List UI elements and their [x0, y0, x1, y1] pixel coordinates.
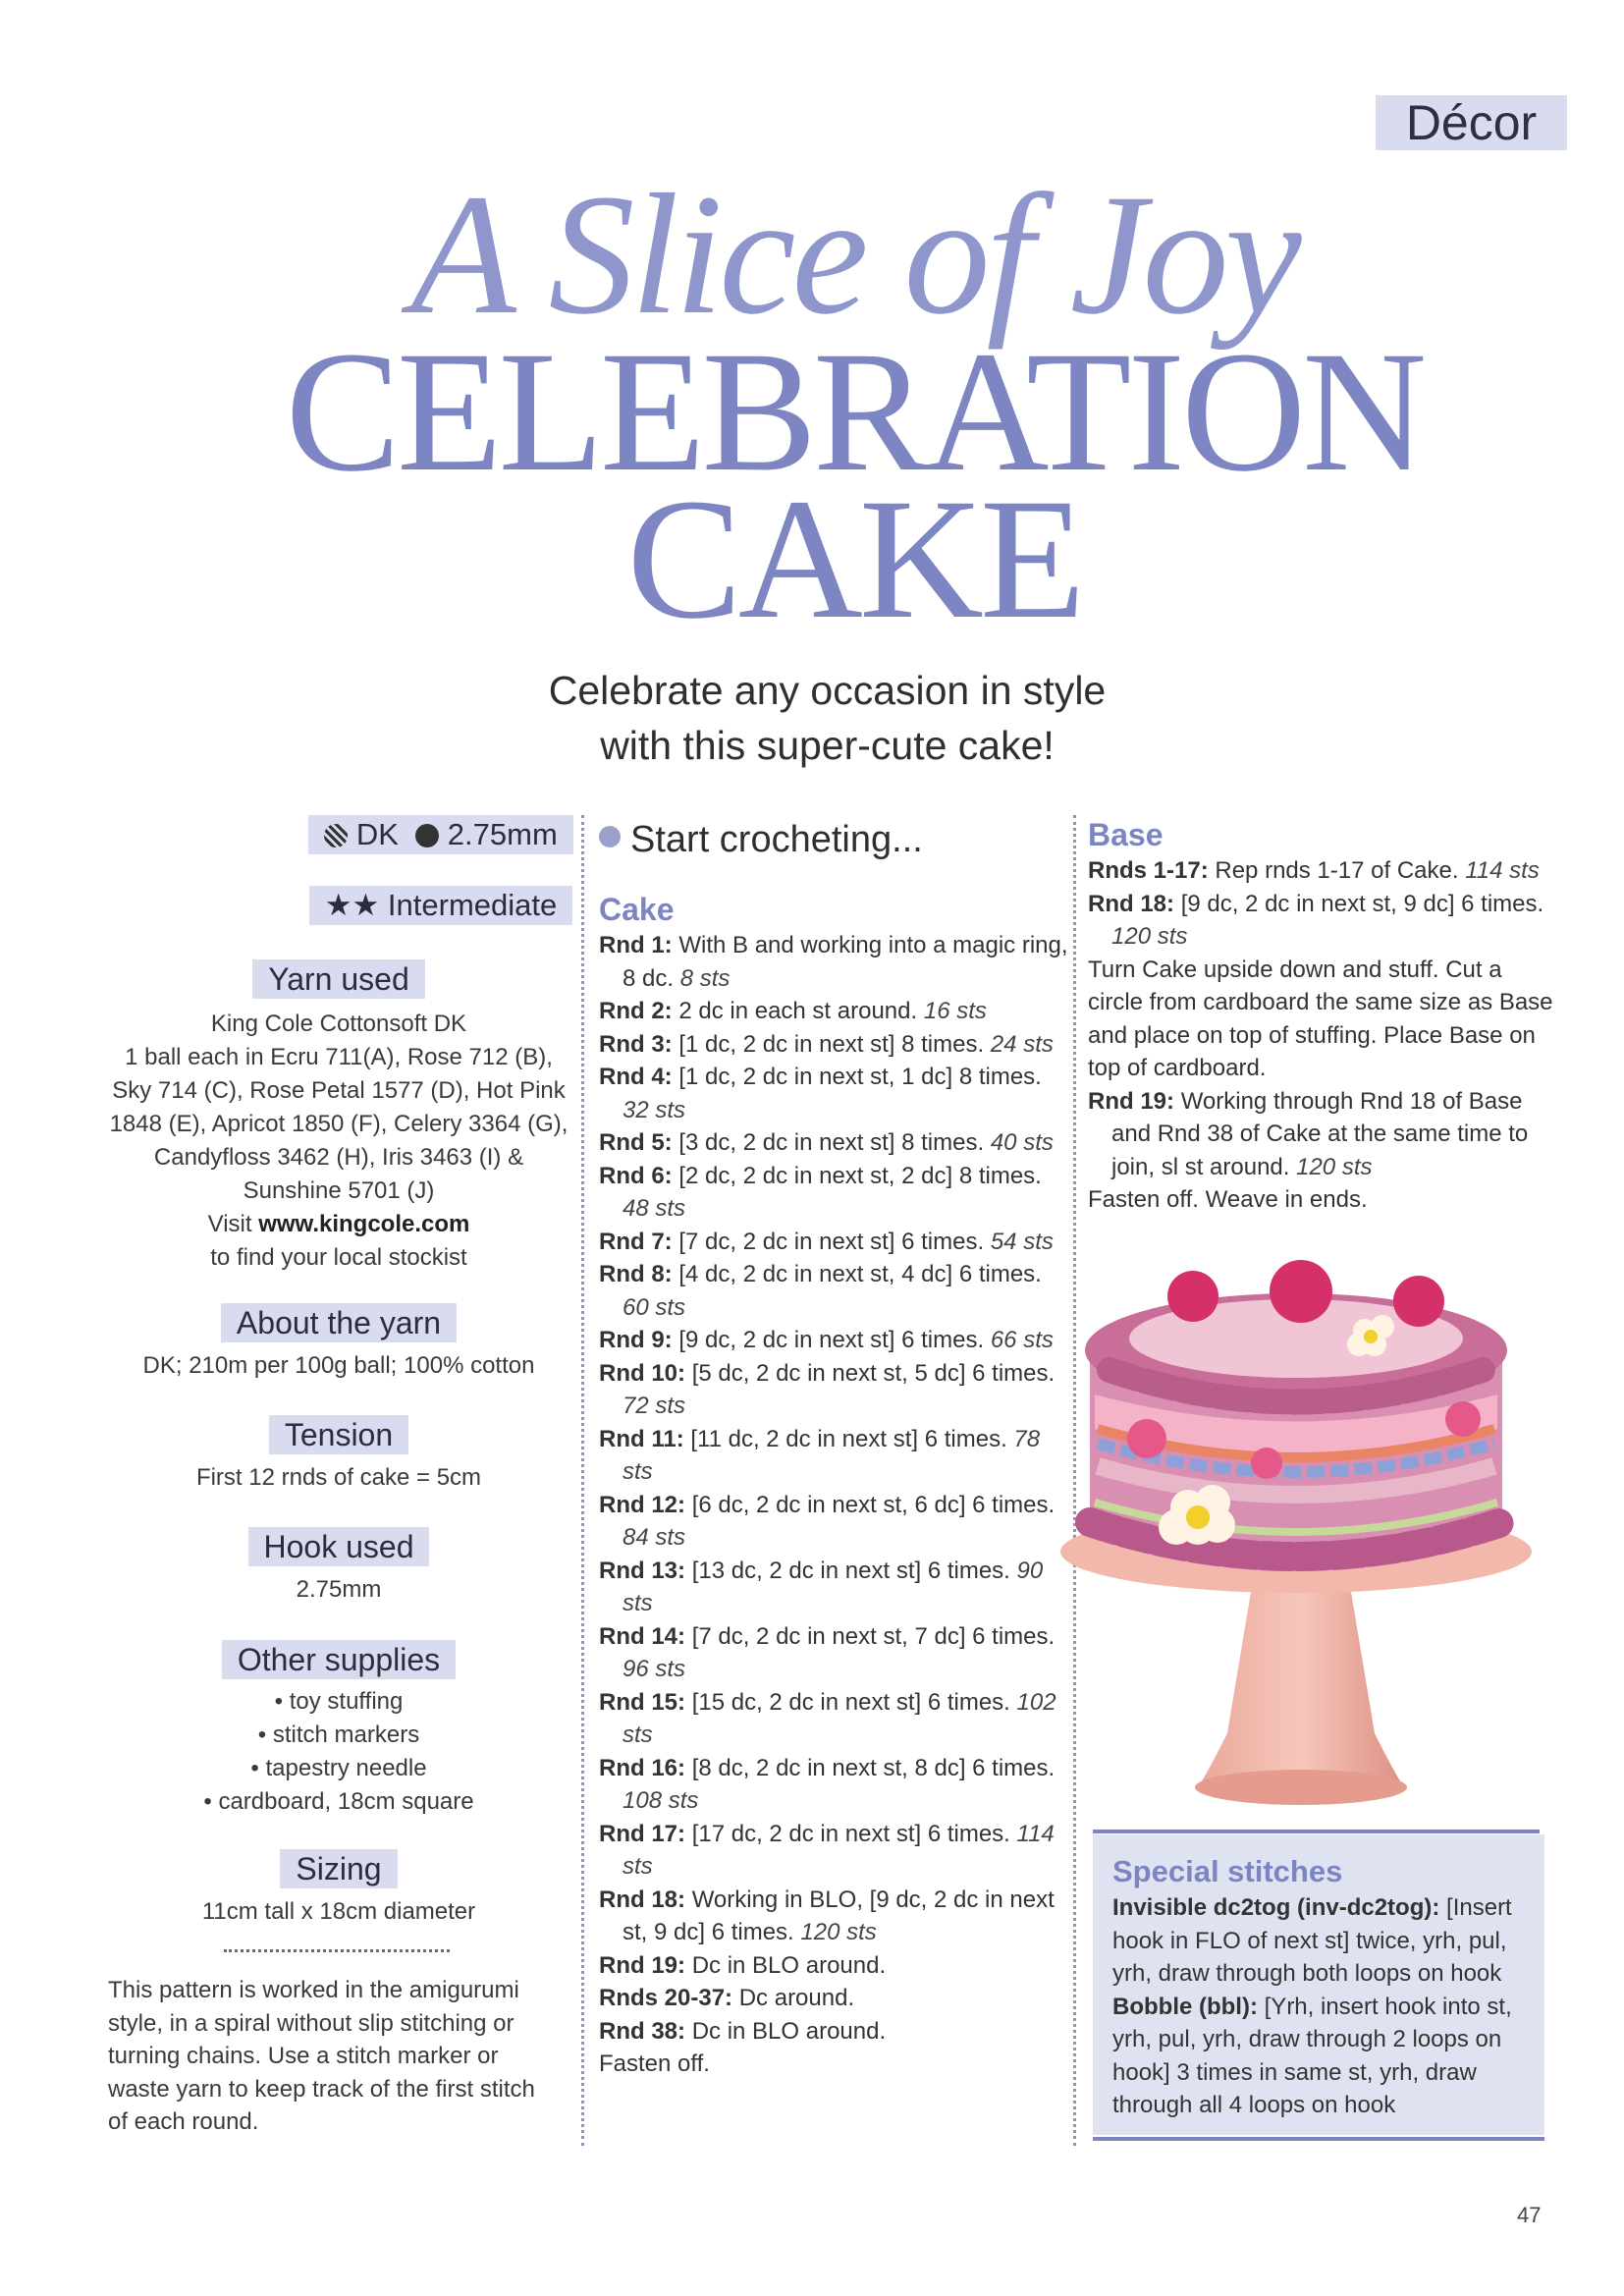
round-label: Rnds 20-37:	[599, 1985, 733, 2011]
stitch-description: [Yrh, insert hook into st, yrh, pul, yrh, draw through 2 loops on hook] 3 times in same st, yrh, draw through all 4 loops on hook	[1112, 1993, 1512, 2118]
stitch-count: 40 sts	[990, 1129, 1054, 1156]
round-text: [9 dc, 2 dc in next st] 6 times.	[678, 1327, 985, 1353]
cake-round	[599, 1818, 1070, 1884]
sizing-text: 11cm tall x 18cm diameter	[201, 1898, 476, 1925]
assembly-paragraph: Turn Cake upside down and stuff. Cut a circle from cardboard the same size as Base and place on top of stuffing. Place Base on top of cardboard.	[1088, 956, 1553, 1081]
round-label: Rnd 16:	[599, 1754, 686, 1781]
start-heading	[599, 815, 1070, 864]
yarn-ball-icon	[599, 826, 621, 847]
subtitle-line-1: Celebrate any occasion in style	[548, 668, 1107, 713]
stitch-count: 90 sts	[623, 1557, 1044, 1616]
amigurumi-note: This pattern is worked in the amigurumi style, in a spiral without slip stitching or turning chains. Use a stitch marker or waste yarn to keep track of the first stitch of each round.	[108, 1977, 535, 2135]
cake-round	[599, 1555, 1070, 1620]
yarn-ball-icon	[324, 824, 348, 847]
level-chip: ★★ Intermediate	[309, 886, 573, 925]
yarn-used-heading-row	[103, 959, 574, 999]
cake-round	[599, 1258, 1070, 1324]
cake-round	[599, 1126, 1070, 1160]
supply-item: • toy stuffing	[274, 1688, 404, 1715]
round-label: Rnd 38:	[599, 2017, 686, 2045]
sizing-heading-row	[103, 1849, 574, 1888]
round-text: [17 dc, 2 dc in next st] 6 times.	[691, 1820, 1010, 1847]
round-text: Dc in BLO around.	[691, 1951, 887, 1979]
cake-round	[599, 1489, 1070, 1555]
round-text: [15 dc, 2 dc in next st] 6 times.	[691, 1688, 1010, 1716]
visit-line	[103, 1208, 574, 1241]
page-number: 47	[1517, 2203, 1542, 2227]
cake-round	[599, 1324, 1070, 1357]
round-label: Rnd 9:	[599, 1327, 673, 1353]
hook-chip-label: 2.75mm	[447, 817, 558, 851]
cake-round	[599, 995, 1070, 1028]
stitch-count: 120 sts	[1296, 1153, 1373, 1180]
supply-item: • cardboard, 18cm square	[203, 1788, 474, 1815]
bobble-decoration	[1393, 1276, 1444, 1327]
round-label: Rnd 13:	[599, 1557, 686, 1584]
round-label: Rnd 6:	[599, 1162, 673, 1189]
stitch-count: 120 sts	[1111, 923, 1188, 950]
cake-round	[599, 1061, 1070, 1126]
yarn-line: King Cole Cottonsoft DK	[210, 1011, 467, 1037]
title-line-2: CAKE	[626, 464, 1082, 655]
cake-round	[599, 1357, 1070, 1423]
round-label: Rnd 3:	[599, 1030, 673, 1058]
round-text: [3 dc, 2 dc in next st] 8 times.	[678, 1129, 985, 1156]
round-text: [7 dc, 2 dc in next st] 6 times.	[678, 1228, 985, 1255]
cake-stand-pedestal	[1198, 1557, 1404, 1800]
special-stitches-box	[1093, 1834, 1544, 2135]
title-line-1: CELEBRATION	[285, 316, 1424, 508]
round-text: [7 dc, 2 dc in next st, 7 dc] 6 times.	[691, 1622, 1056, 1650]
bobble-decoration	[1270, 1260, 1332, 1323]
round-label: Rnd 7:	[599, 1228, 673, 1255]
pattern-column	[599, 815, 1070, 2081]
stitch-count: 8 sts	[679, 964, 731, 992]
round-text: [8 dc, 2 dc in next st, 8 dc] 6 times.	[691, 1754, 1056, 1781]
cake-round	[599, 1028, 1070, 1062]
round-label: Rnd 19:	[599, 1951, 686, 1979]
tension-heading: Tension	[269, 1415, 408, 1454]
special-stitch	[1112, 1991, 1523, 2122]
base-round	[1088, 888, 1559, 954]
round-label: Rnd 5:	[599, 1129, 673, 1156]
special-stitch	[1112, 1891, 1523, 1991]
stitch-name: Invisible dc2tog (inv-dc2tog):	[1112, 1894, 1440, 1921]
stitch-count: 66 sts	[990, 1327, 1054, 1353]
cake-fasten-off: Fasten off.	[599, 2050, 710, 2077]
stitch-count: 108 sts	[623, 1787, 699, 1814]
cake-round	[599, 1982, 1070, 2015]
cake-heading: Cake	[599, 892, 675, 927]
base-round	[1088, 1085, 1559, 1184]
round-label: Rnd 1:	[599, 932, 673, 958]
round-label: Rnds 1-17:	[1088, 857, 1209, 884]
stitch-count: 114 sts	[1465, 857, 1540, 884]
other-supplies-heading: Other supplies	[222, 1640, 456, 1679]
yarn-line: Candyfloss 3462 (H), Iris 3463 (I) &	[153, 1144, 524, 1171]
special-box-accent	[1093, 2137, 1544, 2141]
base-column	[1088, 815, 1559, 1217]
stitch-count: 16 sts	[923, 998, 987, 1024]
weight-hook-chip	[308, 815, 573, 854]
round-label: Rnd 8:	[599, 1261, 673, 1287]
stitch-name: Bobble (bbl):	[1112, 1993, 1258, 2020]
rose-decoration	[1251, 1448, 1282, 1479]
crochet-cake-photo	[1051, 1223, 1561, 1812]
round-text: [1 dc, 2 dc in next st] 8 times.	[678, 1030, 985, 1058]
start-heading-text: Start crocheting...	[630, 819, 923, 860]
round-label: Rnd 2:	[599, 998, 673, 1024]
tension-text: First 12 rnds of cake = 5cm	[195, 1464, 482, 1491]
round-label: Rnd 19:	[1088, 1087, 1175, 1115]
yarn-used-text	[103, 1008, 574, 1275]
base-heading: Base	[1088, 817, 1164, 852]
stitch-count: 84 sts	[623, 1524, 686, 1551]
hook-icon	[415, 824, 439, 847]
weight-hook-chip-row	[299, 815, 582, 854]
supply-item: • stitch markers	[257, 1722, 420, 1748]
round-label: Rnd 15:	[599, 1688, 686, 1716]
round-text: [1 dc, 2 dc in next st, 1 dc] 8 times.	[678, 1064, 1042, 1090]
round-label: Rnd 17:	[599, 1820, 686, 1847]
cake-stand-foot	[1195, 1770, 1407, 1805]
round-text: [6 dc, 2 dc in next st, 6 dc] 6 times.	[691, 1491, 1056, 1518]
page-title	[0, 316, 1624, 655]
round-text: Rep rnds 1-17 of Cake.	[1215, 857, 1459, 884]
yarn-line: 1848 (E), Apricot 1850 (F), Celery 3364 (G),	[109, 1111, 568, 1137]
supplies-heading-row	[103, 1640, 574, 1679]
round-text: [11 dc, 2 dc in next st] 6 times.	[690, 1425, 1007, 1452]
cake-round	[599, 1949, 1070, 1983]
round-text: With B and working into a magic ring, 8 dc.	[623, 932, 1068, 992]
supply-item: • tapestry needle	[250, 1755, 427, 1781]
round-text: Dc in BLO around.	[691, 2017, 887, 2045]
rose-decoration	[1445, 1401, 1481, 1437]
cake-round	[599, 1752, 1070, 1818]
subtitle-line-2: with this super-cute cake!	[600, 723, 1055, 768]
round-text: [2 dc, 2 dc in next st, 2 dc] 8 times.	[678, 1162, 1042, 1189]
stitch-count: 102 sts	[623, 1688, 1056, 1748]
stitch-count: 60 sts	[623, 1293, 686, 1321]
cake-round	[599, 1620, 1070, 1686]
round-label: Rnd 10:	[599, 1359, 686, 1387]
about-heading-row	[103, 1303, 574, 1342]
base-round	[1088, 854, 1559, 888]
bobble-decoration	[1167, 1271, 1218, 1322]
round-text: [4 dc, 2 dc in next st, 4 dc] 6 times.	[678, 1261, 1042, 1287]
stitch-description: [Insert hook in FLO of next st] twice, yrh, pul, yrh, draw through both loops on hook	[1112, 1894, 1512, 1987]
about-yarn-text: DK; 210m per 100g ball; 100% cotton	[142, 1352, 535, 1379]
stockist-line: to find your local stockist	[210, 1244, 467, 1271]
stitch-count: 114 sts	[623, 1820, 1055, 1880]
stitch-count: 96 sts	[623, 1656, 686, 1682]
round-text: [5 dc, 2 dc in next st, 5 dc] 6 times.	[691, 1359, 1056, 1387]
round-label: Rnd 18:	[1088, 890, 1175, 917]
hook-used-heading: Hook used	[248, 1527, 430, 1566]
cake-round	[599, 2015, 1070, 2049]
yarn-line: Sky 714 (C), Rose Petal 1577 (D), Hot Pink	[112, 1077, 566, 1104]
cake-round	[599, 1226, 1070, 1259]
round-label: Rnd 18:	[599, 1886, 686, 1913]
column-divider	[581, 815, 584, 2146]
stitch-count: 54 sts	[990, 1228, 1054, 1255]
special-stitches-heading: Special stitches	[1112, 1854, 1343, 1888]
stitch-count: 120 sts	[800, 1919, 877, 1945]
round-text: 2 dc in each st around.	[678, 998, 918, 1024]
stitch-count: 32 sts	[623, 1096, 686, 1123]
hook-heading-row	[103, 1527, 574, 1566]
sizing-heading: Sizing	[280, 1849, 397, 1888]
yarn-line: 1 ball each in Ecru 711(A), Rose 712 (B),	[125, 1044, 553, 1070]
stitch-count: 78 sts	[623, 1425, 1041, 1485]
dotted-divider	[224, 1949, 450, 1952]
about-yarn-heading: About the yarn	[221, 1303, 457, 1342]
cake-round	[599, 1686, 1070, 1752]
round-text: Dc around.	[738, 1985, 855, 2011]
round-label: Rnd 4:	[599, 1064, 673, 1090]
section-tag: Décor	[1376, 95, 1567, 150]
title-script: A Slice of Joy	[410, 159, 1298, 351]
yarn-line: Sunshine 5701 (J)	[243, 1177, 435, 1204]
special-box-accent	[1093, 1830, 1540, 1833]
cake-round	[599, 1160, 1070, 1226]
round-text: [13 dc, 2 dc in next st] 6 times.	[691, 1557, 1010, 1584]
round-text: [9 dc, 2 dc in next st, 9 dc] 6 times.	[1180, 890, 1544, 917]
rose-decoration	[1127, 1419, 1166, 1458]
visit-label: Visit	[207, 1211, 252, 1237]
stitch-count: 24 sts	[990, 1030, 1054, 1058]
stitch-count: 48 sts	[623, 1195, 686, 1222]
kingcole-link[interactable]: www.kingcole.com	[258, 1211, 470, 1237]
cake-rounds	[599, 929, 1070, 2048]
cake-round	[599, 1423, 1070, 1489]
weight-label: DK	[355, 817, 399, 851]
base-fasten-off: Fasten off. Weave in ends.	[1088, 1186, 1368, 1213]
cake-round	[599, 929, 1070, 995]
subtitle	[373, 663, 1281, 773]
stitch-count: 72 sts	[623, 1393, 686, 1419]
round-label: Rnd 11:	[599, 1425, 684, 1452]
hook-used-text: 2.75mm	[296, 1576, 382, 1603]
round-label: Rnd 14:	[599, 1622, 686, 1650]
level-chip-row	[299, 886, 582, 925]
yarn-used-heading: Yarn used	[252, 959, 425, 999]
round-text: Working in BLO, [9 dc, 2 dc in next st, 9 dc] 6 times.	[623, 1886, 1055, 1945]
cake-round	[599, 1884, 1070, 1949]
supplies-list	[103, 1685, 574, 1819]
tension-heading-row	[103, 1415, 574, 1454]
round-text: Working through Rnd 18 of Base and Rnd 38 of Cake at the same time to join, sl st around.	[1111, 1087, 1529, 1180]
round-label: Rnd 12:	[599, 1491, 686, 1518]
